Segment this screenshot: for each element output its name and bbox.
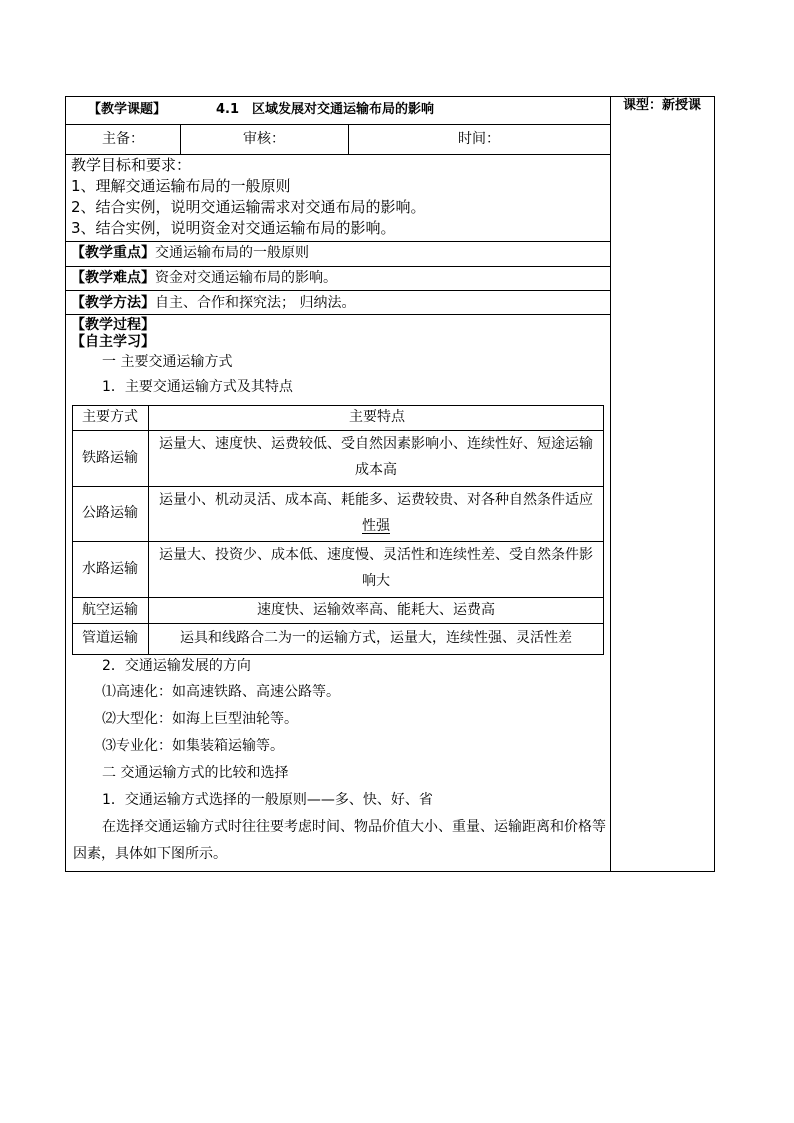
key-point-text: 交通运输布局的一般原则 [155, 245, 309, 261]
table-cell-mode: 航空运输 [82, 602, 138, 618]
table-cell-feature: 运量小、机动灵活、成本高、耗能多、运费较贵、对各种自然条件适应 性强 [159, 492, 593, 534]
lesson-type: 课型：新授课 [623, 98, 702, 113]
row-divider [65, 290, 611, 291]
subsection-heading: 1．主要交通运输方式及其特点 [102, 379, 293, 395]
table-cell-feature: 运量大、投资少、成本低、速度慢、灵活性和连续性差、受自然条件影 响大 [159, 547, 593, 589]
subsection-heading: 2．交通运输发展的方向 [102, 658, 251, 674]
paragraph-line: 在选择交通运输方式时往往要考虑时间、物品价值大小、重量、运输距离和价格等 [102, 819, 606, 835]
section-heading: 二 交通运输方式的比较和选择 [102, 765, 289, 781]
row-divider [65, 124, 611, 125]
table-row-divider [72, 623, 604, 624]
table-header-feature: 主要特点 [349, 409, 405, 425]
row-divider [65, 314, 611, 315]
topic-title: 区域发展对交通运输布局的影响 [252, 102, 435, 117]
paragraph-line: 因素，具体如下图所示。 [73, 846, 227, 862]
row-divider [65, 241, 611, 242]
subsection-heading: 1．交通运输方式选择的一般原则——多、快、好、省 [102, 792, 433, 808]
info-cell-divider [180, 124, 181, 154]
table-cell-mode: 公路运输 [82, 505, 138, 521]
info-cell-divider [348, 124, 349, 154]
self-study-label: 【自主学习】 [71, 334, 155, 350]
method-text: 自主、合作和探究法； 归纳法。 [155, 295, 356, 311]
difficulty-text: 资金对交通运输布局的影响。 [155, 270, 337, 286]
table-cell-feature: 速度快、运输效率高、能耗大、运费高 [257, 602, 495, 618]
objective-item: 3、结合实例，说明资金对交通运输布局的影响。 [71, 219, 396, 237]
trend-item: ⑴高速化：如高速铁路、高速公路等。 [102, 684, 340, 700]
reviewer-label: 审核： [243, 131, 285, 147]
process-label: 【教学过程】 [71, 317, 155, 333]
trend-item: ⑵大型化：如海上巨型油轮等。 [102, 711, 298, 727]
objective-item: 2、结合实例，说明交通运输需求对交通布局的影响。 [71, 198, 426, 216]
table-header-mode: 主要方式 [82, 409, 138, 425]
row-divider [65, 266, 611, 267]
preparer-label: 主备： [102, 131, 144, 147]
table-cell-mode: 水路运输 [82, 561, 138, 577]
objectives-heading: 教学目标和要求： [71, 156, 192, 174]
method-label: 【教学方法】 [71, 295, 155, 311]
table-cell-feature: 运量大、速度快、运费较低、受自然因素影响小、连续性好、短途运输 成本高 [159, 436, 593, 478]
topic-number: 4.1 [216, 102, 240, 117]
table-cell-mode: 管道运输 [82, 630, 138, 646]
table-cell-feature: 运具和线路合二为一的运输方式，运量大，连续性强、灵活性差 [180, 630, 572, 646]
objective-item: 1、理解交通运输布局的一般原则 [71, 177, 291, 195]
right-column-divider [610, 96, 611, 872]
section-heading: 一 主要交通运输方式 [102, 354, 233, 370]
topic-label: 【教学课题】 [88, 102, 167, 117]
row-divider [65, 154, 611, 155]
difficulty-label: 【教学难点】 [71, 270, 155, 286]
table-column-divider [148, 405, 149, 655]
trend-item: ⑶专业化：如集装箱运输等。 [102, 738, 284, 754]
key-point-label: 【教学重点】 [71, 245, 155, 261]
time-label: 时间： [458, 131, 500, 147]
table-cell-mode: 铁路运输 [82, 450, 138, 466]
